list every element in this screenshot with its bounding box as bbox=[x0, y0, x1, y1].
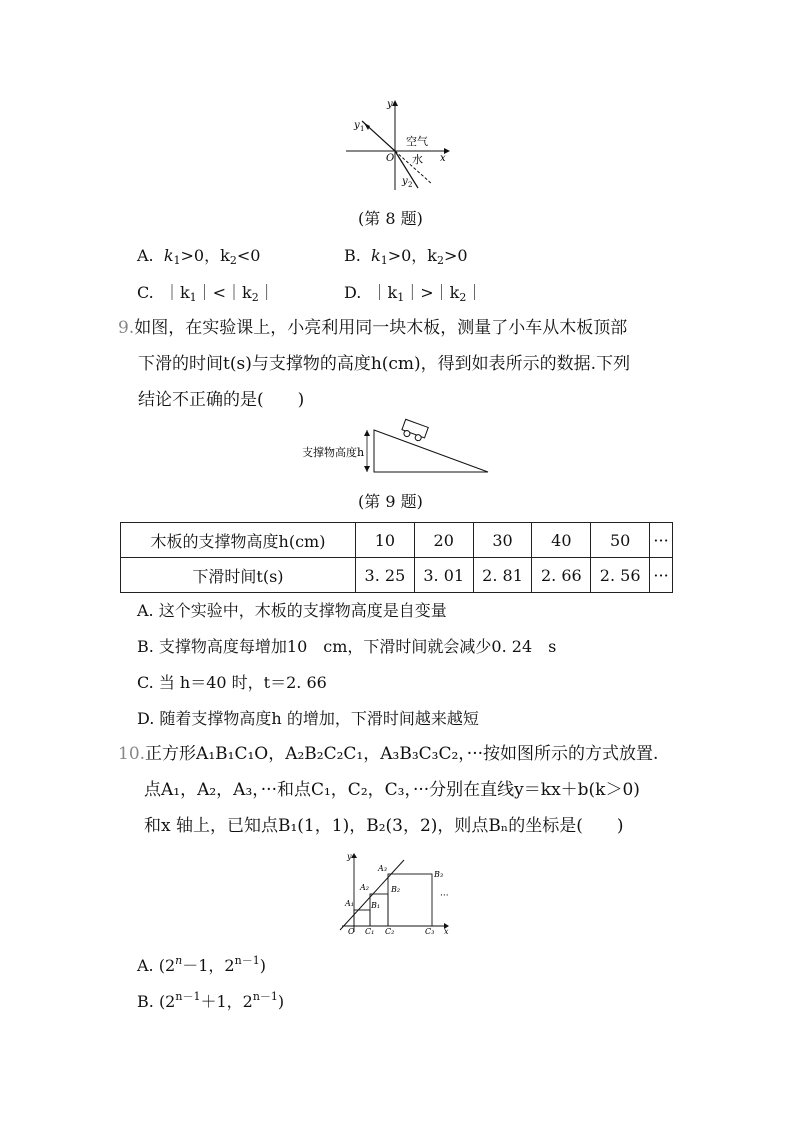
table-cell: 40 bbox=[532, 523, 591, 558]
table-cell: 2. 66 bbox=[532, 558, 591, 593]
fig10-label-origin: O bbox=[348, 927, 355, 934]
table-cell: 3. 25 bbox=[356, 558, 415, 593]
fig10-label-c1: C₁ bbox=[365, 927, 375, 934]
q9-line-1: 如图，在实验课上，小亮利用同一块木板，测量了小车从木板顶部 bbox=[134, 318, 628, 338]
q9-option-d[interactable]: D. 随着支撑物高度h 的增加，下滑时间越来越短 bbox=[137, 709, 479, 728]
q9-number: 9. bbox=[118, 318, 135, 338]
q10-line-1: 正方形A₁B₁C₁O，A₂B₂C₂C₁，A₃B₃C₃C₂，···按如图所示的方式放置. bbox=[145, 744, 659, 764]
q9-line-2: 下滑的时间t(s)与支撑物的高度h(cm)，得到如表所示的数据.下列 bbox=[138, 354, 631, 374]
table-row bbox=[121, 558, 673, 593]
fig10-label-c2: C₂ bbox=[385, 927, 395, 934]
table-row bbox=[121, 523, 673, 558]
q9-line-3: 结论不正确的是( ) bbox=[138, 390, 305, 410]
q8-option-b[interactable]: B. $k_1>0$，$k_2>0$ bbox=[344, 246, 468, 267]
fig8-label-y1-sub: 1 bbox=[360, 125, 365, 133]
figure-10-squares bbox=[336, 850, 460, 934]
figure-8-caption: (第 8 题) bbox=[358, 209, 423, 228]
table-cell: ··· bbox=[650, 558, 673, 593]
figure-9-caption: (第 9 题) bbox=[358, 492, 423, 511]
q9-option-b[interactable]: B. 支撑物高度每增加10 cm，下滑时间就会减少0. 24 s bbox=[137, 637, 557, 656]
fig10-label-x: x bbox=[444, 927, 449, 934]
fig8-label-x: x bbox=[440, 153, 446, 164]
fig8-label-y2-sub: 2 bbox=[408, 181, 413, 189]
table-cell: 10 bbox=[356, 523, 415, 558]
fig8-label-y1: y bbox=[354, 120, 360, 131]
table-cell: 2. 56 bbox=[591, 558, 650, 593]
fig10-label-y: y bbox=[347, 852, 352, 861]
fig8-label-air: 空气 bbox=[406, 135, 428, 148]
table-header-time: 下滑时间t(s) bbox=[121, 558, 356, 593]
table-cell: 50 bbox=[591, 523, 650, 558]
fig10-label-a2: A₂ bbox=[360, 883, 369, 892]
fig10-label-b1: B₁ bbox=[371, 901, 381, 910]
fig9-support-height-label: 支撑物高度h bbox=[302, 446, 365, 459]
fig10-label-c3: C₃ bbox=[425, 927, 435, 934]
q9-option-c[interactable]: C. 当 h＝40 时，t＝2. 66 bbox=[137, 673, 327, 692]
fig10-label-b3: B₃ bbox=[434, 870, 444, 879]
q9-data-table bbox=[120, 522, 673, 593]
fig10-label-dots: ··· bbox=[440, 891, 449, 901]
q10-option-a[interactable]: A. ($2^n-1$，$2^{n-1}$) bbox=[137, 954, 266, 975]
figure-9-ramp bbox=[298, 418, 494, 478]
q9-option-a[interactable]: A. 这个实验中，木板的支撑物高度是自变量 bbox=[137, 601, 447, 620]
fig8-label-water: 水 bbox=[412, 153, 423, 166]
fig8-label-origin: O bbox=[386, 153, 395, 164]
q10-stem bbox=[118, 736, 658, 844]
q8-option-a[interactable]: A. $k_1>0$，$k_2<0$ bbox=[137, 246, 261, 267]
q10-number: 10. bbox=[118, 744, 146, 764]
q9-stem bbox=[118, 310, 630, 418]
table-cell: 20 bbox=[414, 523, 473, 558]
q8-option-c[interactable]: C. $|k_1|<|k_2|$ bbox=[137, 283, 275, 304]
fig10-label-b2: B₂ bbox=[391, 885, 401, 894]
table-header-height: 木板的支撑物高度h(cm) bbox=[121, 523, 356, 558]
q8-option-d[interactable]: D. $|k_1|>|k_2|$ bbox=[344, 283, 483, 304]
fig8-label-y2: y bbox=[402, 176, 408, 187]
q10-line-3: 和x 轴上，已知点B₁(1，1)，B₂(3，2)，则点Bₙ的坐标是( ) bbox=[144, 816, 624, 836]
table-cell: ··· bbox=[650, 523, 673, 558]
q8-a-k1: k bbox=[163, 246, 174, 265]
table-cell: 2. 81 bbox=[473, 558, 532, 593]
q10-option-b[interactable]: B. ($2^{n-1}+1$，$2^{n-1}$) bbox=[137, 990, 285, 1011]
table-cell: 3. 01 bbox=[414, 558, 473, 593]
fig10-label-a3: A₃ bbox=[378, 864, 387, 873]
table-cell: 30 bbox=[473, 523, 532, 558]
fig10-label-a1: A₁ bbox=[345, 899, 354, 908]
fig8-label-y: y bbox=[387, 99, 393, 110]
figure-8-refraction bbox=[340, 96, 460, 196]
q10-line-2: 点A₁，A₂，A₃，···和点C₁，C₂，C₃，···分别在直线y＝kx＋b(k＞0) bbox=[144, 780, 640, 800]
